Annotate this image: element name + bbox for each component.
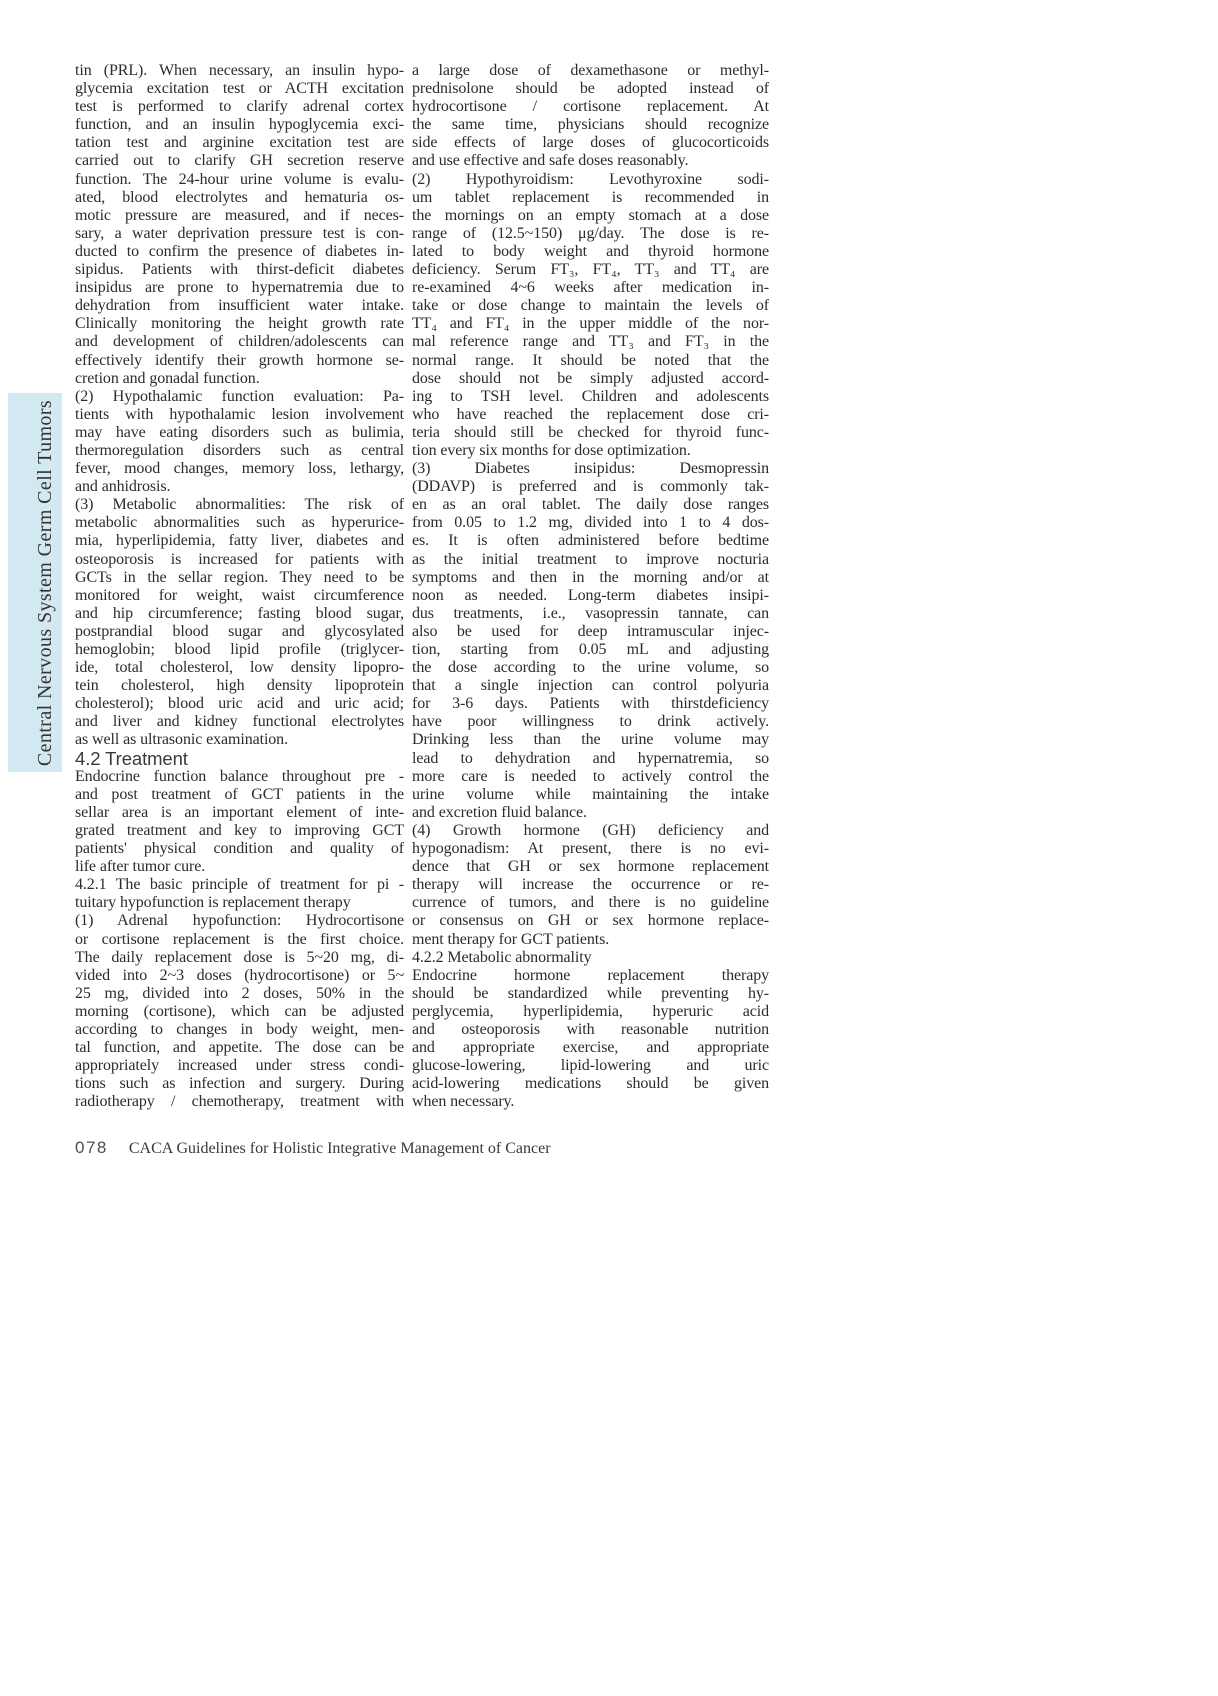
text-line: postprandial blood sugar and glycosylated [75,622,404,640]
text-line: tin (PRL). When necessary, an insulin hypo- [75,62,404,79]
chapter-tab [8,393,62,772]
text-line: currence of tumors, and there is no guideline [412,894,769,912]
text-line: and post treatment of GCT patients in the [75,785,404,803]
text-line: tation test and arginine excitation test are [75,134,404,152]
text-line: for 3-6 days. Patients with thirstdeficiency [412,695,769,713]
text-line: and development of children/adolescents can [75,333,404,351]
text-line: 25 mg, divided into 2 doses, 50% in the [75,984,404,1002]
text-line: The daily replacement dose is 5~20 mg, di- [75,948,404,966]
text-line: may have eating disorders such as bulimia, [75,423,404,441]
text-line: (3) Metabolic abnormalities: The risk of [75,496,404,514]
text-line: 4.2.1 The basic principle of treatment for pi - [75,876,404,894]
text-line: Endocrine hormone replacement therapy [412,966,769,984]
text-line: metabolic abnormalities such as hyperurice- [75,514,404,532]
page-number: 078 [75,1138,108,1157]
text-line: and hip circumference; fasting blood sugar, [75,604,404,622]
text-line: mia, hyperlipidemia, fatty liver, diabetes and [75,532,404,550]
text-line: life after tumor cure. [75,858,206,876]
text-line: lated to body weight and thyroid hormone [412,242,769,260]
text-line: urine volume while maintaining the intake [412,785,769,803]
text-line: (3) Diabetes insipidus: Desmopressin [412,460,769,478]
text-line: side effects of large doses of glucocorticoids [412,134,769,152]
left-text-column [75,62,404,1111]
text-line: or cortisone replacement is the first choice. [75,930,404,948]
text-line: test is performed to clarify adrenal cortex [75,98,404,116]
text-line: GCTs in the sellar region. They need to be [75,568,404,586]
text-line: and use effective and safe doses reasonably. [412,152,689,170]
text-line: deficiency. Serum FT₃, FT₄, TT₃ and TT₄ are [412,261,769,279]
chapter-tab-label: Central Nervous System Germ Cell Tumors [34,399,56,766]
text-line: therapy will increase the occurrence or re- [412,876,769,894]
text-line: and osteoporosis with reasonable nutrition [412,1020,769,1038]
text-line: function, and an insulin hypoglycemia exci- [75,116,404,134]
text-line: en as an oral tablet. The daily dose ranges [412,496,769,514]
text-line: mal reference range and TT₃ and FT₃ in the [412,333,769,351]
text-line: the mornings on an empty stomach at a dose [412,206,769,224]
text-line: teria should still be checked for thyroid func- [412,423,769,441]
text-line: re-examined 4~6 weeks after medication in- [412,279,769,297]
text-line: glycemia excitation test or ACTH excitation [75,80,404,98]
text-line: more care is needed to actively control the [412,767,769,785]
text-line: or consensus on GH or sex hormone replace- [412,912,769,930]
footer-title: CACA Guidelines for Holistic Integrative Management of Cancer [128,1140,551,1157]
text-line: effectively identify their growth hormone se- [75,351,404,369]
text-line: thermoregulation disorders such as central [75,441,404,459]
text-line: Clinically monitoring the height growth rate [75,315,404,333]
text-line: sary, a water deprivation pressure test is con- [75,224,404,242]
text-line: 4.2.2 Metabolic abnormality [412,948,592,966]
text-line: tion, starting from 0.05 mL and adjusting [412,641,769,658]
text-line: as well as ultrasonic examination. [75,731,288,749]
text-line: as the initial treatment to improve nocturia [412,550,769,568]
text-line: sellar area is an important element of inte- [75,803,404,821]
text-line: who have reached the replacement dose cri- [412,405,769,423]
text-line: ing to TSH level. Children and adolescents [412,387,769,405]
text-line: acid-lowering medications should be given [412,1075,769,1093]
text-line: glucose-lowering, lipid-lowering and uric [412,1057,769,1075]
text-line: tal function, and appetite. The dose can be [75,1039,404,1057]
text-line: hydrocortisone / cortisone replacement. At [412,98,769,116]
text-line: morning (cortisone), which can be adjusted [75,1002,404,1020]
text-line: grated treatment and key to improving GCT [75,821,404,839]
text-line: monitored for weight, waist circumference [75,586,404,604]
text-line: that a single injection can control polyuria [412,677,769,695]
text-line: tion every six months for dose optimization. [412,441,691,459]
text-line: carried out to clarify GH secretion reserve [75,152,404,170]
text-line: and liver and kidney functional electrolytes [75,713,404,731]
text-line: um tablet replacement is recommended in [412,188,769,206]
text-line: Drinking less than the urine volume may [412,731,769,749]
text-line: fever, mood changes, memory loss, lethargy, [75,460,404,478]
text-line: perglycemia, hyperlipidemia, hyperuric acid [412,1002,769,1020]
text-line: according to changes in body weight, men- [75,1020,404,1038]
text-line: symptoms and then in the morning and/or at [412,568,769,586]
text-line: dus treatments, i.e., vasopressin tannate, can [412,604,769,622]
text-line: also be used for deep intramuscular injec- [412,622,769,640]
text-line: prednisolone should be adopted instead of [412,80,769,98]
text-line: ducted to confirm the presence of diabetes in- [75,242,404,260]
text-line: vided into 2~3 doses (hydrocortisone) or 5~ [75,966,404,984]
text-line: the dose according to the urine volume, so [412,659,769,677]
text-line: dose should not be simply adjusted accord- [412,369,769,387]
text-line: (1) Adrenal hypofunction: Hydrocortisone [75,912,404,930]
text-line: cholesterol); blood uric acid and uric acid; [75,695,404,713]
text-line: and appropriate exercise, and appropriate [412,1039,769,1057]
text-line: Endocrine function balance throughout pre - [75,767,404,785]
text-line: appropriately increased under stress condi- [75,1057,404,1075]
text-line: should be standardized while preventing hy- [412,984,769,1002]
text-line: (DDAVP) is preferred and is commonly tak- [412,478,769,496]
text-line: cretion and gonadal function. [75,369,260,387]
text-line: the same time, physicians should recognize [412,116,769,134]
text-line: es. It is often administered before bedtime [412,532,769,550]
text-line: ated, blood electrolytes and hematuria os- [75,188,404,206]
text-line: osteoporosis is increased for patients with [75,550,404,568]
text-line: TT₄ and FT₄ in the upper middle of the nor- [412,315,769,333]
text-line: (4) Growth hormone (GH) deficiency and [412,821,769,839]
text-line: tions such as infection and surgery. During [75,1075,404,1093]
text-line: sipidus. Patients with thirst-deficit diabetes [75,261,404,279]
text-line: radiotherapy / chemotherapy, treatment with [75,1093,404,1111]
text-line: (2) Hypothyroidism: Levothyroxine sodi- [412,170,769,188]
text-line: have poor willingness to drink actively. [412,713,769,731]
text-line: tuitary hypofunction is replacement therapy [75,894,351,912]
text-line: lead to dehydration and hypernatremia, so [412,749,769,767]
text-line: (2) Hypothalamic function evaluation: Pa- [75,387,404,405]
text-line: dehydration from insufficient water intake. [75,297,404,315]
text-line: patients' physical condition and quality of [75,840,404,858]
text-line: and anhidrosis. [75,478,171,496]
text-line: take or dose change to maintain the levels of [412,297,769,315]
text-line: ide, total cholesterol, low density lipopro- [75,659,404,677]
text-line: hemoglobin; blood lipid profile (triglycer- [75,641,404,658]
text-line: when necessary. [412,1093,515,1111]
text-line: range of (12.5~150) μg/day. The dose is re- [412,224,769,242]
text-line: and excretion fluid balance. [412,803,587,821]
text-line: motic pressure are measured, and if neces- [75,206,404,224]
text-line: tients with hypothalamic lesion involvement [75,405,404,423]
text-line: from 0.05 to 1.2 mg, divided into 1 to 4 dos- [412,514,769,532]
text-line: dence that GH or sex hormone replacement [412,858,769,876]
text-line: noon as needed. Long-term diabetes insipi- [412,586,769,604]
text-line: tein cholesterol, high density lipoprotein [75,677,404,695]
right-text-column [412,62,769,1111]
text-line: function. The 24-hour urine volume is evalu- [75,170,404,188]
text-line: a large dose of dexamethasone or methyl- [412,62,769,79]
text-line: ment therapy for GCT patients. [412,930,610,948]
text-line: insipidus are prone to hypernatremia due to [75,279,404,297]
page-footer [75,1138,551,1158]
text-line: normal range. It should be noted that the [412,351,769,369]
section-heading: 4.2 Treatment [75,749,188,768]
text-line: hypogonadism: At present, there is no evi- [412,840,769,858]
